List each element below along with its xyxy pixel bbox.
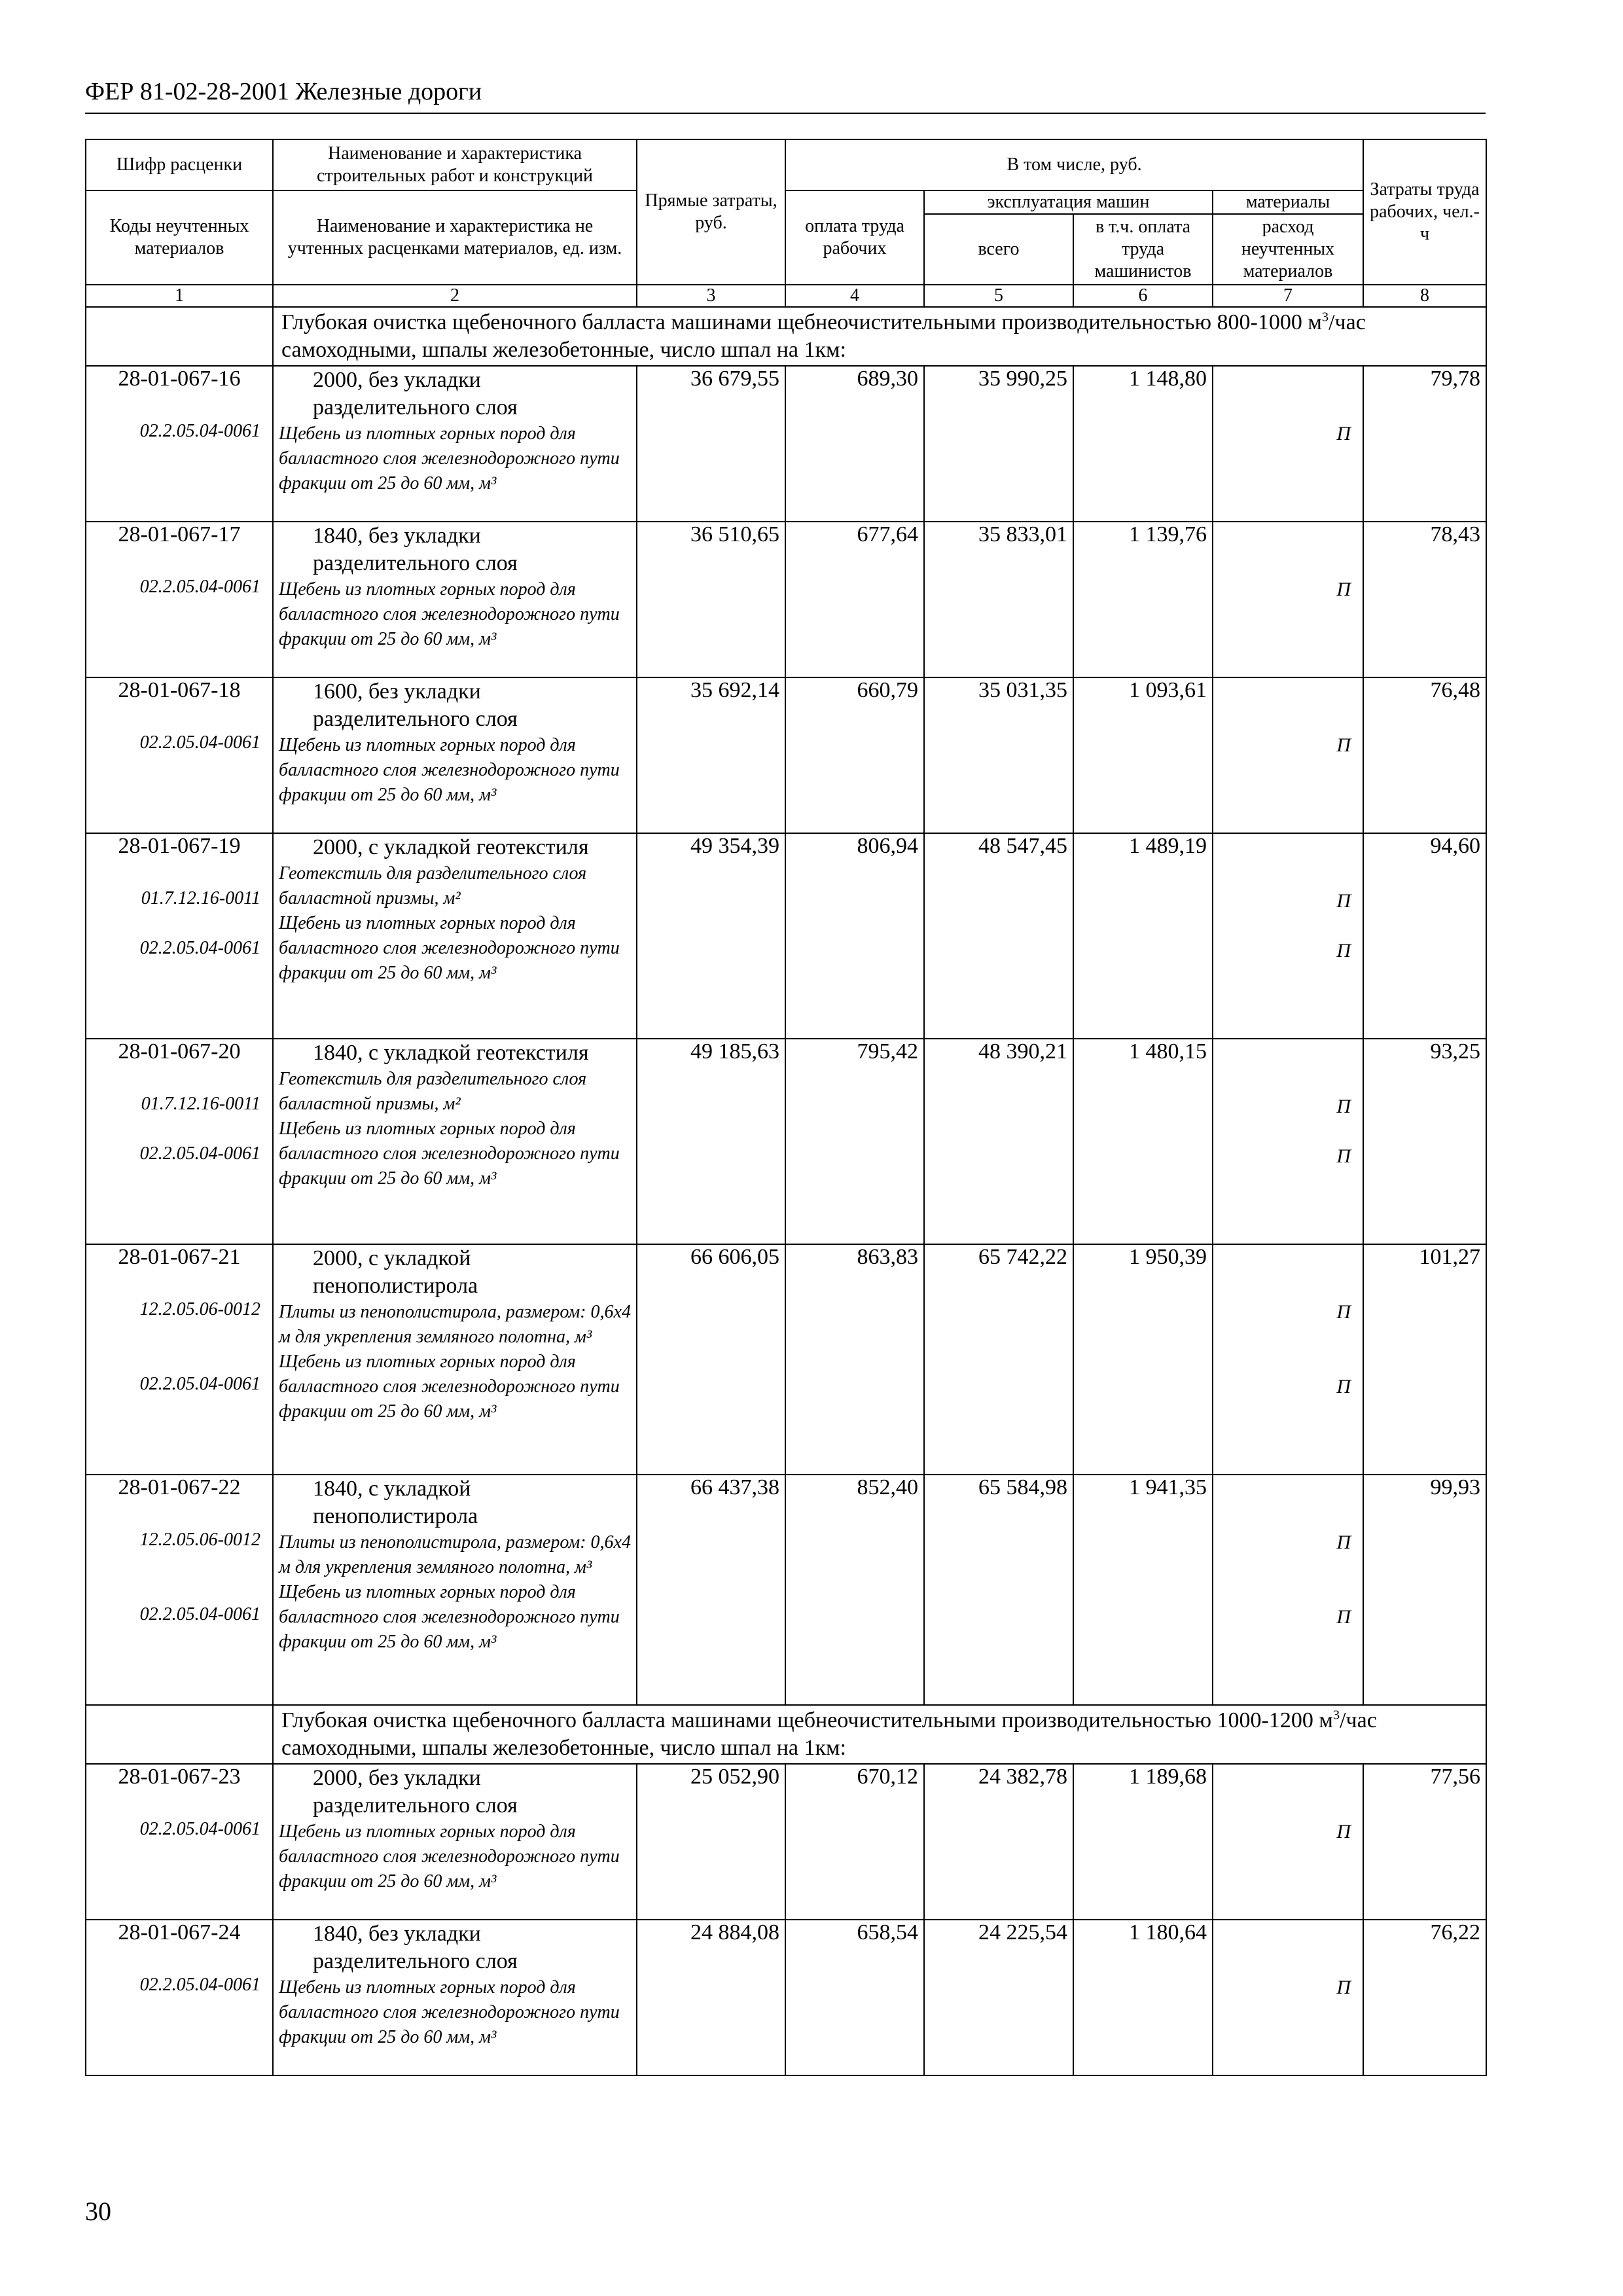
value-mach-total: 35 031,35 [924,677,1073,833]
code-cell [86,1475,273,1705]
section-blank-cell [86,307,273,366]
material-code: 01.7.12.16-0011 [141,1094,260,1114]
value-mach-total: 35 990,25 [924,366,1073,522]
material-code: 02.2.05.04-0061 [139,1819,260,1839]
material-mark: П [1336,1376,1351,1397]
header-labor: Затраты труда рабочих, чел.-ч [1363,139,1486,285]
spacer [92,1945,267,1973]
material-code: 02.2.05.04-0061 [139,732,260,753]
rate-code: 28-01-067-24 [118,1920,241,1945]
value-direct: 36 510,65 [637,522,785,677]
column-number: 5 [924,285,1073,307]
table-row [86,1475,1486,1705]
code-cell [86,1764,273,1920]
name-cell [273,677,637,833]
value-direct: 49 354,39 [637,833,785,1039]
material-code: 02.2.05.04-0061 [139,577,260,597]
header-wages: оплата труда рабочих [785,190,924,285]
rate-code: 28-01-067-21 [118,1245,241,1269]
value-mach-total: 24 225,54 [924,1920,1073,2075]
section-title [273,1705,1486,1764]
spacer [92,1500,267,1528]
name-cell [273,1920,637,2075]
table-row [86,1039,1486,1244]
value-mach-wages: 1 180,64 [1073,1920,1213,2075]
spacer [1219,1245,1357,1300]
value-labor: 76,22 [1363,1920,1486,2075]
value-mach-wages: 1 139,76 [1073,522,1213,677]
value-direct: 36 679,55 [637,366,785,522]
code-cell [86,1039,273,1244]
rate-name: 2000, без укладки разделительного слоя [313,1766,518,1818]
column-number: 2 [273,285,637,307]
material-mark: П [1336,423,1351,444]
material-code: 02.2.05.04-0061 [139,1374,260,1394]
material-name: Щебень из плотных горных пород для балластного слоя железнодорожного пути фракции от 25 до 60 мм, м³ [279,735,620,805]
value-mach-total: 24 382,78 [924,1764,1073,1920]
value-mach-wages: 1 480,15 [1073,1039,1213,1244]
rate-name: 2000, с укладкой пенополистирола [313,1246,478,1298]
column-number: 3 [637,285,785,307]
rate-name: 1840, с укладкой пенополистирола [313,1477,478,1528]
material-name: Щебень из плотных горных пород для балластного слоя железнодорожного пути фракции от 25 до 60 мм, м³ [279,913,620,983]
spacer [92,703,267,730]
material-name: Плиты из пенополистирола, размером: 0,6х4 м для укрепления земляного полотна, м³ [279,1302,631,1347]
material-name: Щебень из плотных горных пород для балластного слоя железнодорожного пути фракции от 25 до 60 мм, м³ [279,423,620,493]
material-mark: П [1336,1821,1351,1842]
rate-code: 28-01-067-22 [118,1475,241,1499]
rate-name: 2000, без укладки разделительного слоя [313,368,518,420]
table-row [86,833,1486,1039]
table-row [86,1920,1486,2075]
value-direct: 66 606,05 [637,1244,785,1475]
materials-usage-cell [1213,1039,1363,1244]
value-mach-wages: 1 093,61 [1073,677,1213,833]
materials-usage-cell [1213,1920,1363,2075]
materials-usage-cell [1213,522,1363,677]
value-direct: 35 692,14 [637,677,785,833]
value-labor: 79,78 [1363,366,1486,522]
materials-usage-cell [1213,677,1363,833]
value-mach-wages: 1 148,80 [1073,366,1213,522]
table-row [86,1764,1486,1920]
header-materials: материалы [1213,190,1363,214]
material-code: 02.2.05.04-0061 [139,1604,260,1624]
spacer [1219,522,1357,577]
value-mach-total: 48 390,21 [924,1039,1073,1244]
material-mark: П [1336,1532,1351,1553]
column-number: 1 [86,285,273,307]
material-name: Щебень из плотных горных пород для балластного слоя железнодорожного пути фракции от 25 до 60 мм, м³ [279,1352,620,1422]
material-mark: П [1336,734,1351,756]
name-cell [273,1039,637,1244]
spacer [1219,678,1357,733]
spacer [1219,1039,1357,1094]
spacer [92,1270,267,1297]
table-row [86,522,1486,677]
rate-name: 2000, с укладкой геотекстиля [313,835,589,859]
header-code: Шифр расценки [86,139,273,190]
material-name: Щебень из плотных горных пород для балластного слоя железнодорожного пути фракции от 25 до 60 мм, м³ [279,1821,620,1892]
section-title-tail: /час самоходными, шпалы железобетонные, число шпал на 1км: [281,1708,1377,1760]
header-incl: В том числе, руб. [785,139,1363,190]
value-mach-wages: 1 941,35 [1073,1475,1213,1705]
value-labor: 101,27 [1363,1244,1486,1475]
column-number: 6 [1073,285,1213,307]
spacer [92,1789,267,1817]
value-wages: 677,64 [785,522,924,677]
value-mach-total: 65 742,22 [924,1244,1073,1475]
header-name: Наименование и характеристика строительных работ и конструкций [273,139,637,190]
column-number: 8 [1363,285,1486,307]
name-cell [273,522,637,677]
material-name: Геотекстиль для разделительного слоя балластной призмы, м² [279,1069,587,1114]
material-name: Щебень из плотных горных пород для балластного слоя железнодорожного пути фракции от 25 до 60 мм, м³ [279,1582,620,1652]
rate-name: 1600, без укладки разделительного слоя [313,679,518,731]
rate-name: 1840, с укладкой геотекстиля [313,1041,589,1065]
value-wages: 795,42 [785,1039,924,1244]
page-header: ФЕР 81-02-28-2001 Железные дороги [85,76,1486,114]
material-mark: П [1336,1096,1351,1117]
header-name-sub: Наименование и характеристика не учтенных расценками материалов, ед. изм. [273,190,637,285]
materials-usage-cell [1213,1764,1363,1920]
page-number: 30 [85,2197,111,2226]
value-direct: 66 437,38 [637,1475,785,1705]
code-cell [86,1244,273,1475]
material-mark: П [1336,1145,1351,1167]
material-code: 02.2.05.04-0061 [139,1143,260,1164]
rate-code: 28-01-067-17 [118,522,241,547]
material-code: 02.2.05.04-0061 [139,1975,260,1995]
rate-code: 28-01-067-19 [118,834,241,858]
header-mach-total: всего [924,214,1073,285]
material-name: Плиты из пенополистирола, размером: 0,6х4 м для укрепления земляного полотна, м³ [279,1532,631,1577]
value-mach-wages: 1 950,39 [1073,1244,1213,1475]
name-cell [273,1475,637,1705]
material-mark: П [1336,1977,1351,1998]
column-numbers-row [86,285,1486,307]
material-code: 02.2.05.04-0061 [139,421,260,441]
value-wages: 689,30 [785,366,924,522]
value-labor: 94,60 [1363,833,1486,1039]
table-header [86,139,1486,285]
material-mark: П [1336,1606,1351,1628]
section-title-tail: /час самоходными, шпалы железобетонные, число шпал на 1км: [281,310,1366,362]
spacer [1219,1920,1357,1975]
section-row [86,307,1486,366]
value-labor: 76,48 [1363,677,1486,833]
name-cell [273,1244,637,1475]
value-mach-wages: 1 489,19 [1073,833,1213,1039]
code-cell [86,366,273,522]
table-row [86,677,1486,833]
value-wages: 852,40 [785,1475,924,1705]
value-labor: 78,43 [1363,522,1486,677]
spacer [92,391,267,419]
value-wages: 863,83 [785,1244,924,1475]
superscript: 3 [1321,310,1329,325]
spacer [1219,367,1357,422]
value-wages: 806,94 [785,833,924,1039]
rate-code: 28-01-067-16 [118,367,241,391]
table-body [86,285,1486,2075]
material-mark: П [1336,1301,1351,1323]
material-mark: П [1336,890,1351,912]
code-cell [86,677,273,833]
value-direct: 49 185,63 [637,1039,785,1244]
spacer [92,547,267,575]
material-code: 01.7.12.16-0011 [141,888,260,908]
material-name: Щебень из плотных горных пород для балластного слоя железнодорожного пути фракции от 25 до 60 мм, м³ [279,579,620,649]
rate-name: 1840, без укладки разделительного слоя [313,1922,518,1973]
spacer [92,1064,267,1092]
value-labor: 77,56 [1363,1764,1486,1920]
code-cell [86,522,273,677]
materials-usage-cell [1213,833,1363,1039]
header-code-sub: Коды неучтенных материалов [86,190,273,285]
rate-name: 1840, без укладки разделительного слоя [313,524,518,575]
material-code: 12.2.05.06-0012 [139,1530,260,1550]
value-wages: 660,79 [785,677,924,833]
section-title-text: Глубокая очистка щебеночного балласта машинами щебнеочистительными производительностью 1000-1200 м [281,1708,1333,1732]
code-cell [86,1920,273,2075]
material-code: 12.2.05.06-0012 [139,1299,260,1319]
rate-code: 28-01-067-23 [118,1765,241,1789]
rate-code: 28-01-067-20 [118,1039,241,1064]
material-name: Щебень из плотных горных пород для балластного слоя железнодорожного пути фракции от 25 до 60 мм, м³ [279,1119,620,1189]
name-cell [273,833,637,1039]
column-number: 7 [1213,285,1363,307]
name-cell [273,1764,637,1920]
materials-usage-cell [1213,1244,1363,1475]
value-direct: 24 884,08 [637,1920,785,2075]
material-name: Щебень из плотных горных пород для балластного слоя железнодорожного пути фракции от 25 до 60 мм, м³ [279,1977,620,2047]
value-wages: 658,54 [785,1920,924,2075]
header-mat-usage: расход неучтенных материалов [1213,214,1363,285]
value-wages: 670,12 [785,1764,924,1920]
value-mach-total: 65 584,98 [924,1475,1073,1705]
value-mach-wages: 1 189,68 [1073,1764,1213,1920]
section-title [273,307,1486,366]
spacer [1219,1475,1357,1530]
material-mark: П [1336,940,1351,961]
rate-code: 28-01-067-18 [118,678,241,702]
value-mach-total: 48 547,45 [924,833,1073,1039]
spacer [1219,834,1357,889]
material-mark: П [1336,579,1351,600]
section-blank-cell [86,1705,273,1764]
header-direct: Прямые затраты, руб. [637,139,785,285]
value-direct: 25 052,90 [637,1764,785,1920]
materials-usage-cell [1213,1475,1363,1705]
value-mach-total: 35 833,01 [924,522,1073,677]
column-number: 4 [785,285,924,307]
header-machines: эксплуатация машин [924,190,1213,214]
section-title-text: Глубокая очистка щебеночного балласта машинами щебнеочистительными производительностью 800-1000 м [281,310,1322,334]
materials-usage-cell [1213,366,1363,522]
code-cell [86,833,273,1039]
superscript: 3 [1332,1708,1340,1723]
spacer [1219,1765,1357,1820]
value-labor: 93,25 [1363,1039,1486,1244]
table-row [86,366,1486,522]
spacer [92,859,267,886]
rates-table [85,139,1487,2076]
material-code: 02.2.05.04-0061 [139,938,260,958]
name-cell [273,366,637,522]
material-name: Геотекстиль для разделительного слоя балластной призмы, м² [279,863,587,908]
header-mach-wages: в т.ч. оплата труда машинистов [1073,214,1213,285]
table-row [86,1244,1486,1475]
section-row [86,1705,1486,1764]
value-labor: 99,93 [1363,1475,1486,1705]
